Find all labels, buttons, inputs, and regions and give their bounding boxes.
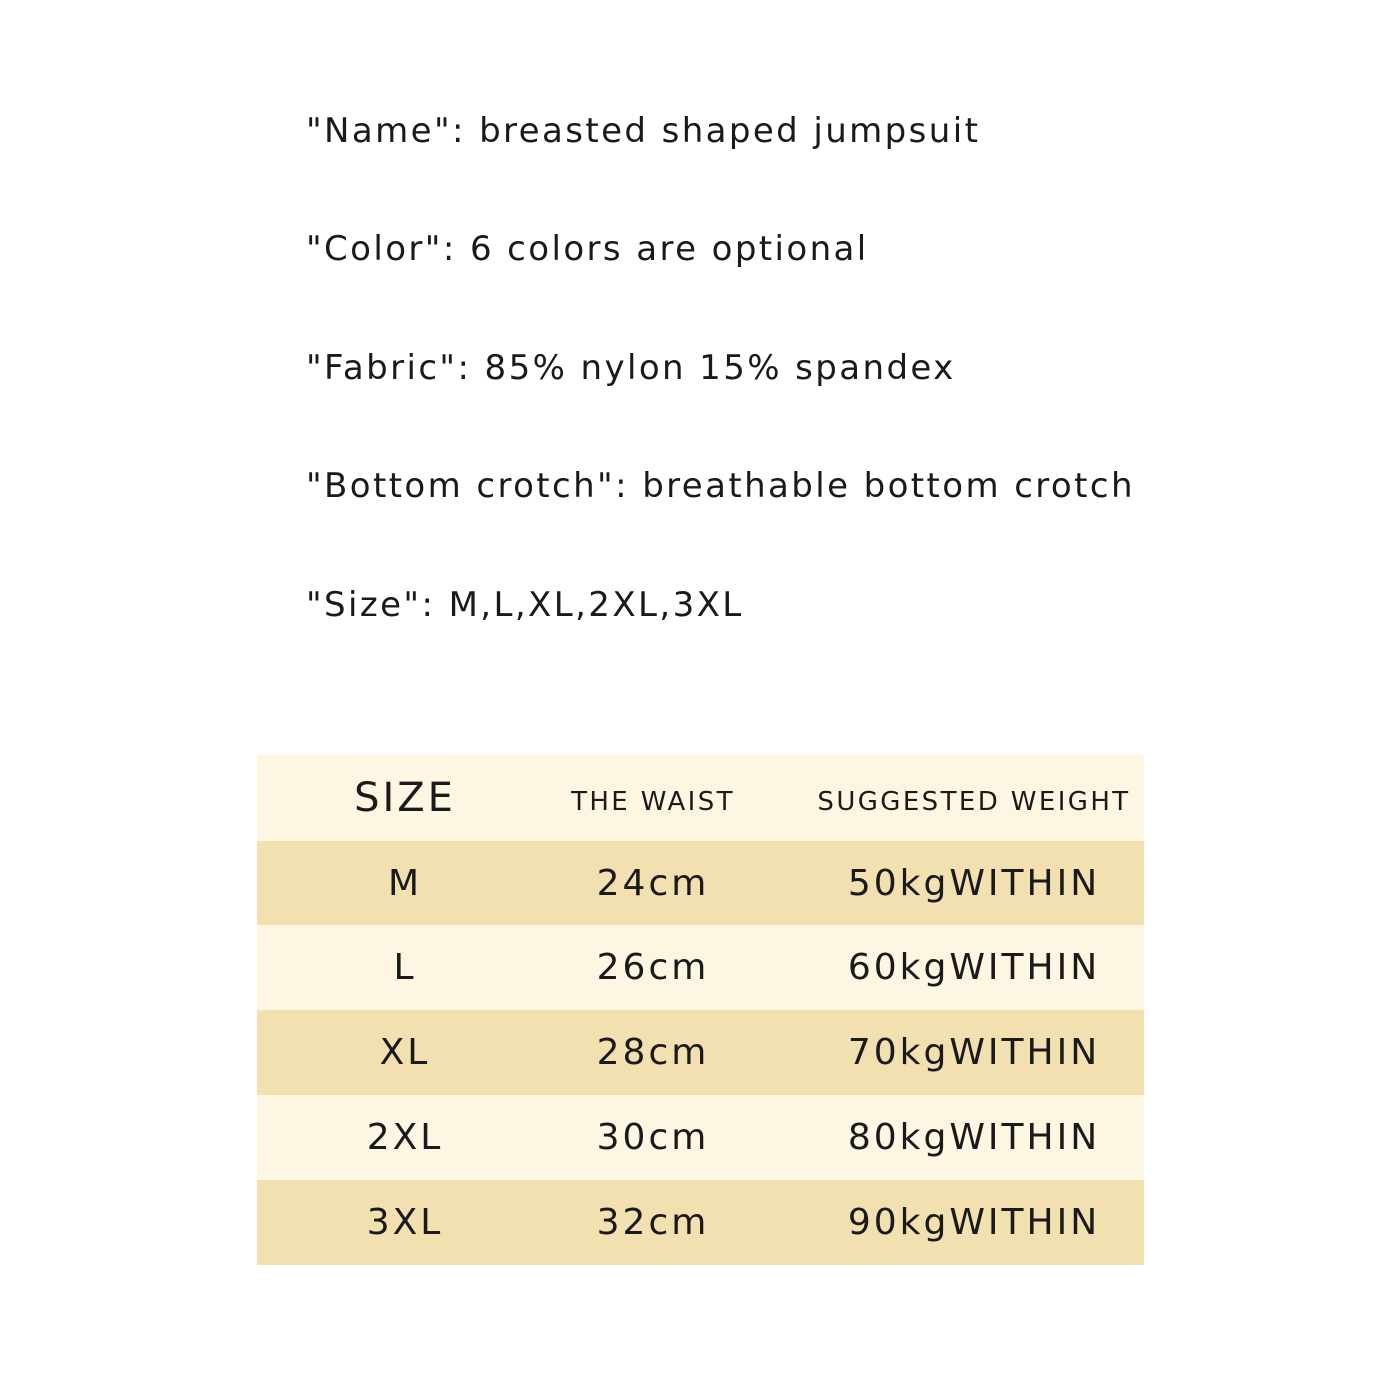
spec-name: "Name": breasted shaped jumpsuit (306, 111, 981, 151)
size-cell: M (387, 862, 423, 904)
spec-bottom-crotch: "Bottom crotch": breathable bottom crotch (306, 466, 1135, 506)
weight-cell: 90kgWITHIN (847, 1202, 1101, 1243)
waist-cell: 30cm (596, 1117, 710, 1158)
spec-fabric: "Fabric": 85% nylon 15% spandex (306, 348, 956, 388)
table-row (257, 1010, 1144, 1095)
waist-cell: 24cm (596, 862, 710, 904)
spec-value: breathable bottom crotch (642, 466, 1135, 506)
size-chart-header-row (257, 755, 1144, 841)
size-chart-table (257, 755, 1144, 1265)
spec-value: 85% nylon 15% spandex (484, 348, 956, 388)
spec-value: breasted shaped jumpsuit (479, 111, 981, 151)
header-suggested-weight: SUGGESTED WEIGHT (817, 787, 1131, 817)
table-row (257, 841, 1144, 925)
table-row (257, 1095, 1144, 1180)
table-row (257, 1180, 1144, 1265)
waist-cell: 28cm (596, 1032, 710, 1073)
spec-size: "Size": M,L,XL,2XL,3XL (306, 585, 744, 625)
size-cell: 3XL (366, 1202, 444, 1243)
spec-label: "Name" (306, 111, 452, 151)
spec-label: "Size" (306, 585, 422, 625)
waist-cell: 32cm (596, 1202, 710, 1243)
weight-cell: 70kgWITHIN (847, 1032, 1101, 1073)
spec-label: "Fabric" (306, 348, 458, 388)
spec-value: 6 colors are optional (469, 229, 869, 269)
size-cell: XL (379, 1032, 431, 1073)
waist-cell: 26cm (596, 947, 710, 988)
spec-value: M,L,XL,2XL,3XL (448, 585, 744, 625)
weight-cell: 80kgWITHIN (847, 1117, 1101, 1158)
weight-cell: 60kgWITHIN (847, 947, 1101, 988)
size-cell: L (393, 947, 417, 988)
size-cell: 2XL (366, 1117, 444, 1158)
spec-color: "Color": 6 colors are optional (306, 229, 869, 269)
weight-cell: 50kgWITHIN (847, 862, 1101, 904)
header-waist: THE WAIST (571, 787, 735, 817)
spec-label: "Bottom crotch" (306, 466, 616, 506)
table-row (257, 925, 1144, 1010)
header-size: SIZE (354, 775, 456, 821)
spec-label: "Color" (306, 229, 443, 269)
